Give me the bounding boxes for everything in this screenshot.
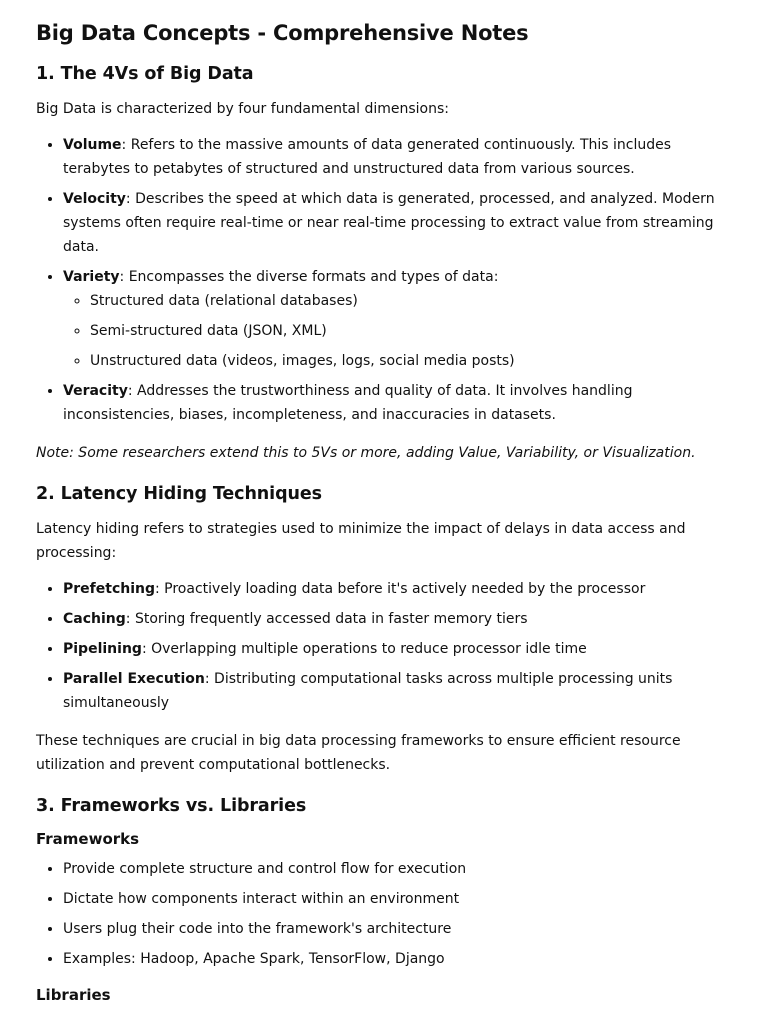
term: Veracity bbox=[63, 383, 128, 399]
section-heading: 1. The 4Vs of Big Data bbox=[36, 64, 254, 84]
term: Velocity bbox=[63, 191, 126, 207]
list-item bbox=[63, 187, 732, 259]
bullet-list bbox=[36, 857, 732, 971]
bullet-list bbox=[36, 577, 732, 715]
section-outro: These techniques are crucial in big data processing frameworks to ensure efficient resource utilization and prevent computational bottlenecks. bbox=[36, 733, 681, 773]
list-item: • Examples: Hadoop, Apache Spark, TensorFlow, Django bbox=[63, 947, 732, 971]
list-item: • Users plug their code into the framework's architecture bbox=[63, 917, 732, 941]
nested-list bbox=[63, 289, 732, 373]
section-4vs bbox=[36, 63, 732, 465]
note: Note: Some researchers extend this to 5Vs or more, adding Value, Variability, or Visualization. bbox=[36, 445, 696, 461]
list-item bbox=[63, 637, 732, 661]
list-item bbox=[63, 133, 732, 181]
section-heading: 3. Frameworks vs. Libraries bbox=[36, 796, 307, 816]
definition: : Encompasses the diverse formats and types of data: bbox=[119, 269, 499, 285]
page-title: Big Data Concepts - Comprehensive Notes bbox=[36, 21, 529, 45]
definition: : Refers to the massive amounts of data generated continuously. This includes terabytes to petabytes of structured and unstructured data from various sources. bbox=[63, 137, 672, 177]
list-item bbox=[63, 379, 732, 427]
term: Pipelining bbox=[63, 641, 142, 657]
list-item: • Provide complete structure and control flow for execution bbox=[63, 857, 732, 881]
list-item: ◦ Structured data (relational databases) bbox=[90, 289, 732, 313]
definition: : Distributing computational tasks across multiple processing units simultaneously bbox=[63, 671, 673, 711]
section-intro: Latency hiding refers to strategies used to minimize the impact of delays in data access and processing: bbox=[36, 521, 686, 561]
section-latency bbox=[36, 483, 732, 777]
section-heading: 2. Latency Hiding Techniques bbox=[36, 484, 322, 504]
term: Caching bbox=[63, 611, 126, 627]
subsection-heading: Frameworks bbox=[36, 830, 140, 848]
definition: : Describes the speed at which data is generated, processed, and analyzed. Modern systems often require real-time or near real-time processing to extract value from streaming data. bbox=[63, 191, 715, 255]
term: Parallel Execution bbox=[63, 671, 205, 687]
list-item bbox=[63, 265, 732, 373]
term: Variety bbox=[63, 269, 120, 285]
list-item: ◦ Semi-structured data (JSON, XML) bbox=[90, 319, 732, 343]
definition: : Proactively loading data before it's actively needed by the processor bbox=[155, 581, 646, 597]
subsection-heading: Libraries bbox=[36, 986, 111, 1004]
list-item bbox=[63, 607, 732, 631]
definition: : Overlapping multiple operations to reduce processor idle time bbox=[141, 641, 587, 657]
list-item bbox=[63, 667, 732, 715]
section-intro: Big Data is characterized by four fundamental dimensions: bbox=[36, 101, 449, 117]
bullet-list bbox=[36, 133, 732, 427]
section-frameworks bbox=[36, 795, 732, 1005]
list-item bbox=[63, 577, 732, 601]
term: Prefetching bbox=[63, 581, 155, 597]
list-item: • Dictate how components interact within an environment bbox=[63, 887, 732, 911]
list-item: ◦ Unstructured data (videos, images, logs, social media posts) bbox=[90, 349, 732, 373]
definition: : Storing frequently accessed data in faster memory tiers bbox=[125, 611, 528, 627]
definition: : Addresses the trustworthiness and quality of data. It involves handling inconsistencies, biases, incompleteness, and inaccuracies in datasets. bbox=[63, 383, 633, 423]
term: Volume bbox=[63, 137, 122, 153]
